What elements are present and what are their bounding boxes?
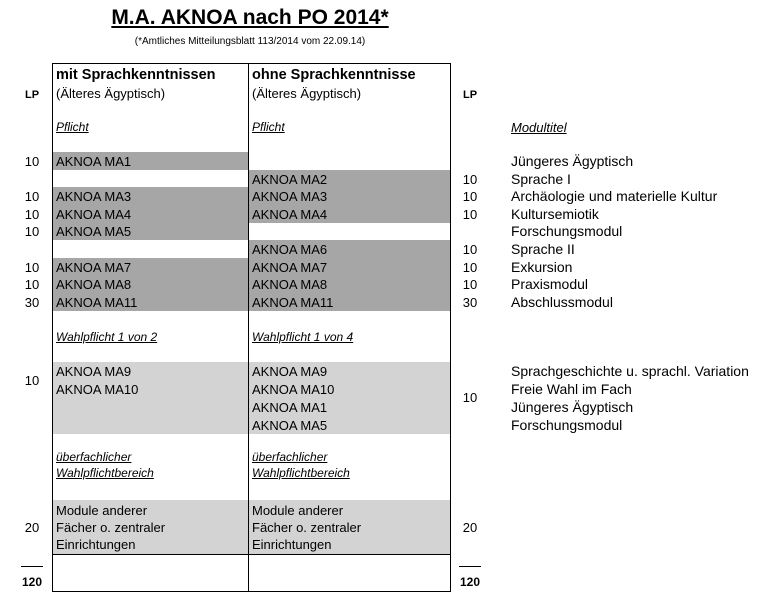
lp-right: 10 [462, 189, 478, 204]
table-line-right [450, 63, 451, 592]
module-title: Sprache II [511, 241, 575, 257]
ueber-ohne-line: Fächer o. zentraler [252, 520, 362, 535]
section-pflicht-ohne: Pflicht [252, 120, 285, 134]
page-title: M.A. AKNOA nach PO 2014* [111, 6, 389, 29]
table-line-bottom-1 [52, 554, 451, 555]
section-ueber-mit-1: überfachlicher [56, 450, 132, 464]
mit-module: AKNOA MA3 [56, 189, 132, 204]
ohne-module: AKNOA MA7 [252, 260, 328, 275]
lp-right: 10 [462, 242, 478, 257]
wahl-mit-module: AKNOA MA9 [56, 364, 132, 379]
ueber-mit-line: Fächer o. zentraler [56, 520, 166, 535]
section-wahl-mit: Wahlpflicht 1 von 2 [56, 330, 158, 344]
column-sub-mit: (Älteres Ägyptisch) [56, 86, 166, 101]
mit-module: AKNOA MA7 [56, 260, 132, 275]
table-line-bottom-2 [52, 591, 451, 592]
module-title: Exkursion [511, 259, 573, 275]
lp-right: 30 [462, 295, 478, 310]
ohne-module: AKNOA MA8 [252, 277, 328, 292]
module-title: Abschlussmodul [511, 294, 613, 310]
module-title: Kultursemiotik [511, 206, 599, 222]
lp-left: 10 [24, 154, 40, 169]
table-line-middle [248, 63, 249, 592]
wahl-lp-left: 10 [24, 373, 40, 388]
ohne-module: AKNOA MA2 [252, 172, 328, 187]
module-title: Sprache I [511, 171, 571, 187]
total-rule-left [21, 566, 43, 567]
lp-label-left: LP [24, 89, 40, 101]
mit-module: AKNOA MA11 [56, 295, 138, 310]
total-lp-right: 120 [459, 575, 481, 589]
column-sub-ohne: (Älteres Ägyptisch) [252, 86, 362, 101]
section-pflicht-mit: Pflicht [56, 120, 89, 134]
wahl-module-title: Jüngeres Ägyptisch [511, 399, 634, 415]
section-wahl-ohne: Wahlpflicht 1 von 4 [252, 330, 354, 344]
module-title: Forschungsmodul [511, 223, 623, 239]
lp-right: 10 [462, 260, 478, 275]
mit-module: AKNOA MA8 [56, 277, 132, 292]
ohne-module: AKNOA MA3 [252, 189, 328, 204]
total-rule-right [459, 566, 481, 567]
mit-module: AKNOA MA4 [56, 207, 132, 222]
wahl-ohne-module: AKNOA MA5 [252, 418, 328, 433]
lp-left: 10 [24, 277, 40, 292]
wahl-ohne-module: AKNOA MA9 [252, 364, 328, 379]
column-heading-mit: mit Sprachkenntnissen [56, 67, 216, 83]
ueber-mit-line: Einrichtungen [56, 537, 136, 552]
ueber-ohne-line: Module anderer [252, 503, 344, 518]
ueber-ohne-line: Einrichtungen [252, 537, 332, 552]
lp-right: 10 [462, 207, 478, 222]
wahl-module-title: Sprachgeschichte u. sprachl. Variation [511, 363, 749, 379]
mit-module: AKNOA MA5 [56, 224, 132, 239]
page-subtitle: (*Amtliches Mitteilungsblatt 113/2014 vom 22.09.14) [134, 36, 366, 47]
modultitel-heading: Modultitel [511, 120, 567, 135]
wahl-ohne-module: AKNOA MA1 [252, 400, 328, 415]
lp-left: 10 [24, 260, 40, 275]
wahl-lp-right: 10 [462, 390, 478, 405]
module-title: Jüngeres Ägyptisch [511, 153, 634, 169]
column-heading-ohne: ohne Sprachkenntnisse [252, 67, 416, 83]
lp-left: 10 [24, 189, 40, 204]
module-title: Praxismodul [511, 276, 589, 292]
lp-left: 30 [24, 295, 40, 310]
total-lp-left: 120 [21, 575, 43, 589]
mit-module: AKNOA MA1 [56, 154, 132, 169]
section-ueber-ohne-2: Wahlpflichtbereich [252, 466, 350, 480]
wahl-module-title: Forschungsmodul [511, 417, 623, 433]
table-line-left [52, 63, 53, 592]
wahl-module-title: Freie Wahl im Fach [511, 381, 632, 397]
lp-left: 10 [24, 207, 40, 222]
ueber-mit-line: Module anderer [56, 503, 148, 518]
ueber-lp-left: 20 [24, 520, 40, 535]
ohne-module: AKNOA MA6 [252, 242, 328, 257]
table-line-top [52, 63, 451, 64]
lp-right: 10 [462, 172, 478, 187]
ohne-module: AKNOA MA11 [252, 295, 334, 310]
lp-right: 10 [462, 277, 478, 292]
lp-left: 10 [24, 224, 40, 239]
ueber-lp-right: 20 [462, 520, 478, 535]
module-title: Archäologie und materielle Kultur [511, 188, 718, 204]
ohne-module: AKNOA MA4 [252, 207, 328, 222]
section-ueber-mit-2: Wahlpflichtbereich [56, 466, 154, 480]
wahl-ohne-module: AKNOA MA10 [252, 382, 335, 397]
lp-label-right: LP [462, 89, 478, 101]
section-ueber-ohne-1: überfachlicher [252, 450, 328, 464]
wahl-mit-module: AKNOA MA10 [56, 382, 139, 397]
